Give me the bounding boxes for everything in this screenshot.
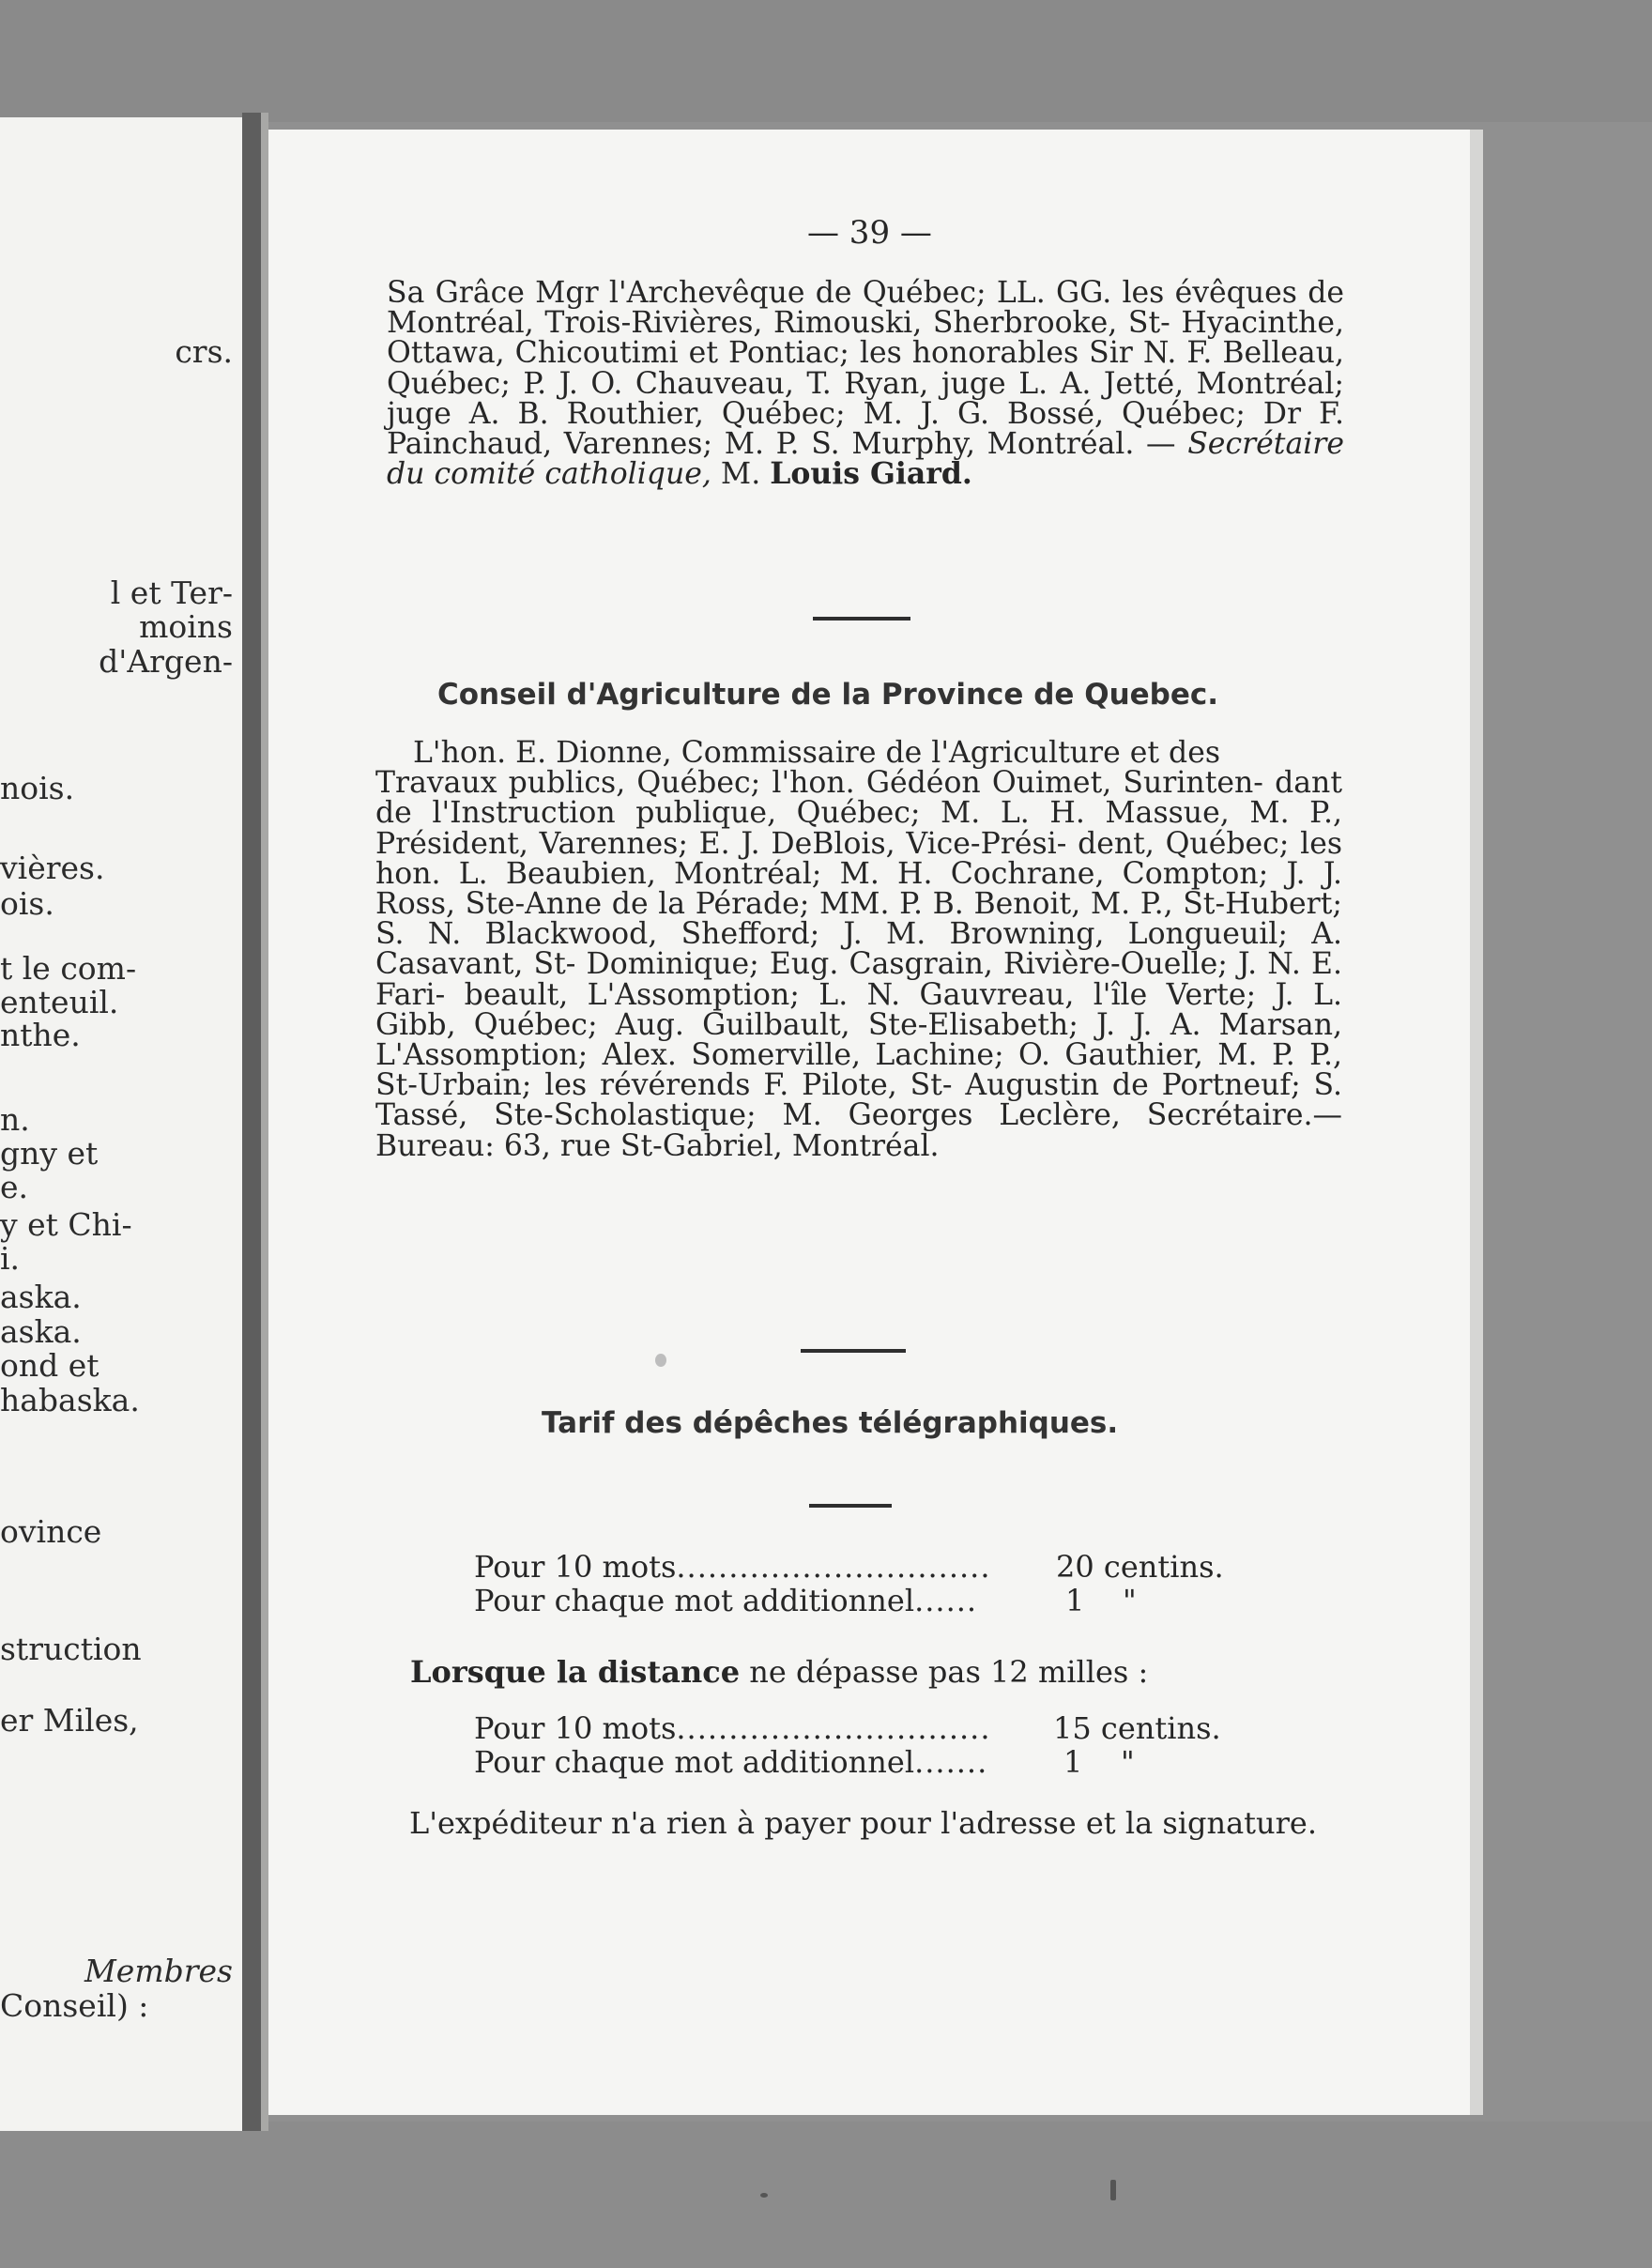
section-heading-tariff: Tarif des dépêches télégraphiques. [542,1406,1119,1440]
paragraph-line: Travaux publics, Québec; l'hon. Gédéon Ouimet, Surinten- [375,766,1263,801]
sender-note: L'expéditeur n'a rien à payer pour l'adresse et la signature. [409,1805,1318,1841]
leader-dots: ....... [914,1744,988,1780]
paragraph-line: Gibb, Québec; Aug. Guilbault, Ste-Elisabeth; J. J. A. [375,1007,1201,1042]
paragraph-line: Shefford; J. M. Browning, Longueuil; A. Casavant, St- [375,917,1342,982]
council-members-paragraph [375,738,1342,1161]
left-page-line: aska. [0,1313,82,1350]
left-page-line: t le com- [0,950,137,987]
tariff-row [474,1744,987,1780]
paragraph-line: MM. P. B. Benoit, M. P., St-Hubert; S. N. Blackwood, [375,887,1343,952]
left-page-line: d'Argen- [99,643,233,680]
page-number: — 39 — [807,214,932,252]
paragraph-line: Georges Leclère, Secrétaire.—Bureau: 63, rue St-Gabriel, [375,1098,1343,1163]
paragraph-line: Hyacinthe, Ottawa, Chicoutimi et Pontiac; les honorables [387,306,1344,371]
tariff-price: 1 " [1063,1744,1135,1780]
tariff-price: 20 centins. [1056,1549,1224,1585]
tariff-item-label: Pour chaque mot additionnel [474,1744,915,1780]
left-page-line: i. [0,1240,21,1277]
scan-background-top [0,0,1652,122]
left-page-line: vières. [0,850,105,886]
distance-note-text: ne dépasse pas 12 milles : [740,1654,1149,1690]
paragraph-line: Cochrane, Compton; J. J. Ross, Ste-Anne de la Pérade; [375,856,1343,922]
tariff-row [474,1583,977,1618]
leader-dots: ...... [914,1583,978,1618]
paragraph-line: juge L. A. Jetté, Montréal; juge A. B. Routhier, Québec; [387,366,1344,431]
section-divider [809,1504,892,1508]
paragraph-line: dant de l'Instruction publique, Québec; M. L. H. Massue, [375,766,1342,831]
paragraph-line: Gauthier, M. P. P., St-Urbain; les révérends F. Pilote, St- [375,1038,1342,1103]
paragraph-line: dent, Québec; les hon. L. Beaubien, Montréal; M. H. [375,826,1342,891]
left-page-line: ond et [0,1347,99,1384]
paragraph-line: M. J. G. Bossé, Québec; Dr F. Painchaud, Varennes; M. P. [387,396,1344,462]
paragraph-line: M. [711,457,761,492]
book-gutter-edge [261,113,268,2131]
paragraph-line: Dominique; Eug. Casgrain, Rivière-Ouelle; J. N. E. Fari- [375,947,1342,1012]
distance-note-bold: Lorsque la distance [410,1654,741,1690]
left-page-line: gny et [0,1135,99,1172]
secretary-name: Louis Giard. [770,456,972,492]
left-page-line: Membres [84,1953,233,1989]
left-page-line: habaska. [0,1382,140,1418]
leader-dots: .............................. [676,1710,991,1746]
clergy-paragraph [387,276,1345,492]
left-page-line: ovince [0,1513,102,1550]
distance-note [410,1654,1148,1690]
paragraph-line: S. Murphy, Montréal. — [811,427,1188,462]
left-page-line: struction [0,1631,142,1667]
section-divider [813,617,910,621]
section-divider [801,1349,906,1353]
right-page-edge [1470,130,1483,2115]
scan-speck [655,1354,666,1367]
left-page-line: l et Ter- [110,575,233,611]
left-page-line: er Miles, [0,1702,139,1739]
tariff-item-label: Pour 10 mots [474,1710,677,1746]
paragraph-line: beault, L'Assomption; L. N. Gauvreau, l'île Verte; J. L. [464,977,1342,1012]
scan-speck [1110,2180,1116,2200]
left-page-line: enteuil. [0,984,119,1020]
secretary-title-italic: Secrétaire du comité catholique, [387,427,1344,492]
left-page-line: crs. [175,333,233,370]
book-gutter [242,113,261,2131]
left-page-line: nthe. [0,1017,81,1053]
left-page-line: Conseil) : [0,1987,149,2024]
tariff-row [474,1549,991,1585]
tariff-row [474,1710,991,1746]
tariff-item-label: Pour chaque mot additionnel [474,1583,915,1618]
tariff-price: 15 centins. [1053,1710,1221,1746]
left-page-line: ois. [0,885,54,922]
scan-background-bottom [0,2122,1652,2268]
left-page-line: aska. [0,1279,82,1315]
left-page-line: nois. [0,770,75,806]
scan-speck [760,2193,768,2198]
left-page [0,117,242,2131]
left-page-line: n. [0,1101,30,1138]
paragraph-line: Sir N. F. Belleau, Québec; P. J. O. Chauveau, T. Ryan, [387,336,1345,401]
leader-dots: .............................. [676,1549,991,1585]
paragraph-line: Montréal. [791,1128,940,1163]
left-page-line: moins [139,608,233,645]
paragraph-line: Marsan, L'Assomption; Alex. Somerville, Lachine; O. [375,1007,1342,1073]
paragraph-line: Sa Grâce Mgr l'Archevêque de Québec; LL. GG. les évêques [387,276,1297,310]
tariff-item-label: Pour 10 mots [474,1549,677,1585]
left-page-line: e. [0,1169,29,1205]
tariff-price: 1 " [1065,1583,1137,1618]
paragraph-line: de Montréal, Trois-Rivières, Rimouski, Sherbrooke, St- [387,276,1345,341]
left-page-line: y et Chi- [0,1206,132,1243]
paragraph-line: M. P., Président, Varennes; E. J. DeBlois, Vice-Prési- [375,796,1342,861]
paragraph-line: Augustin de Portneuf; S. Tassé, Ste-Scholastique; M. [375,1068,1343,1133]
paragraph-line: L'hon. E. Dionne, Commissaire de l'Agriculture et des [413,736,1221,770]
section-heading-council: Conseil d'Agriculture de la Province de Quebec. [437,678,1219,712]
